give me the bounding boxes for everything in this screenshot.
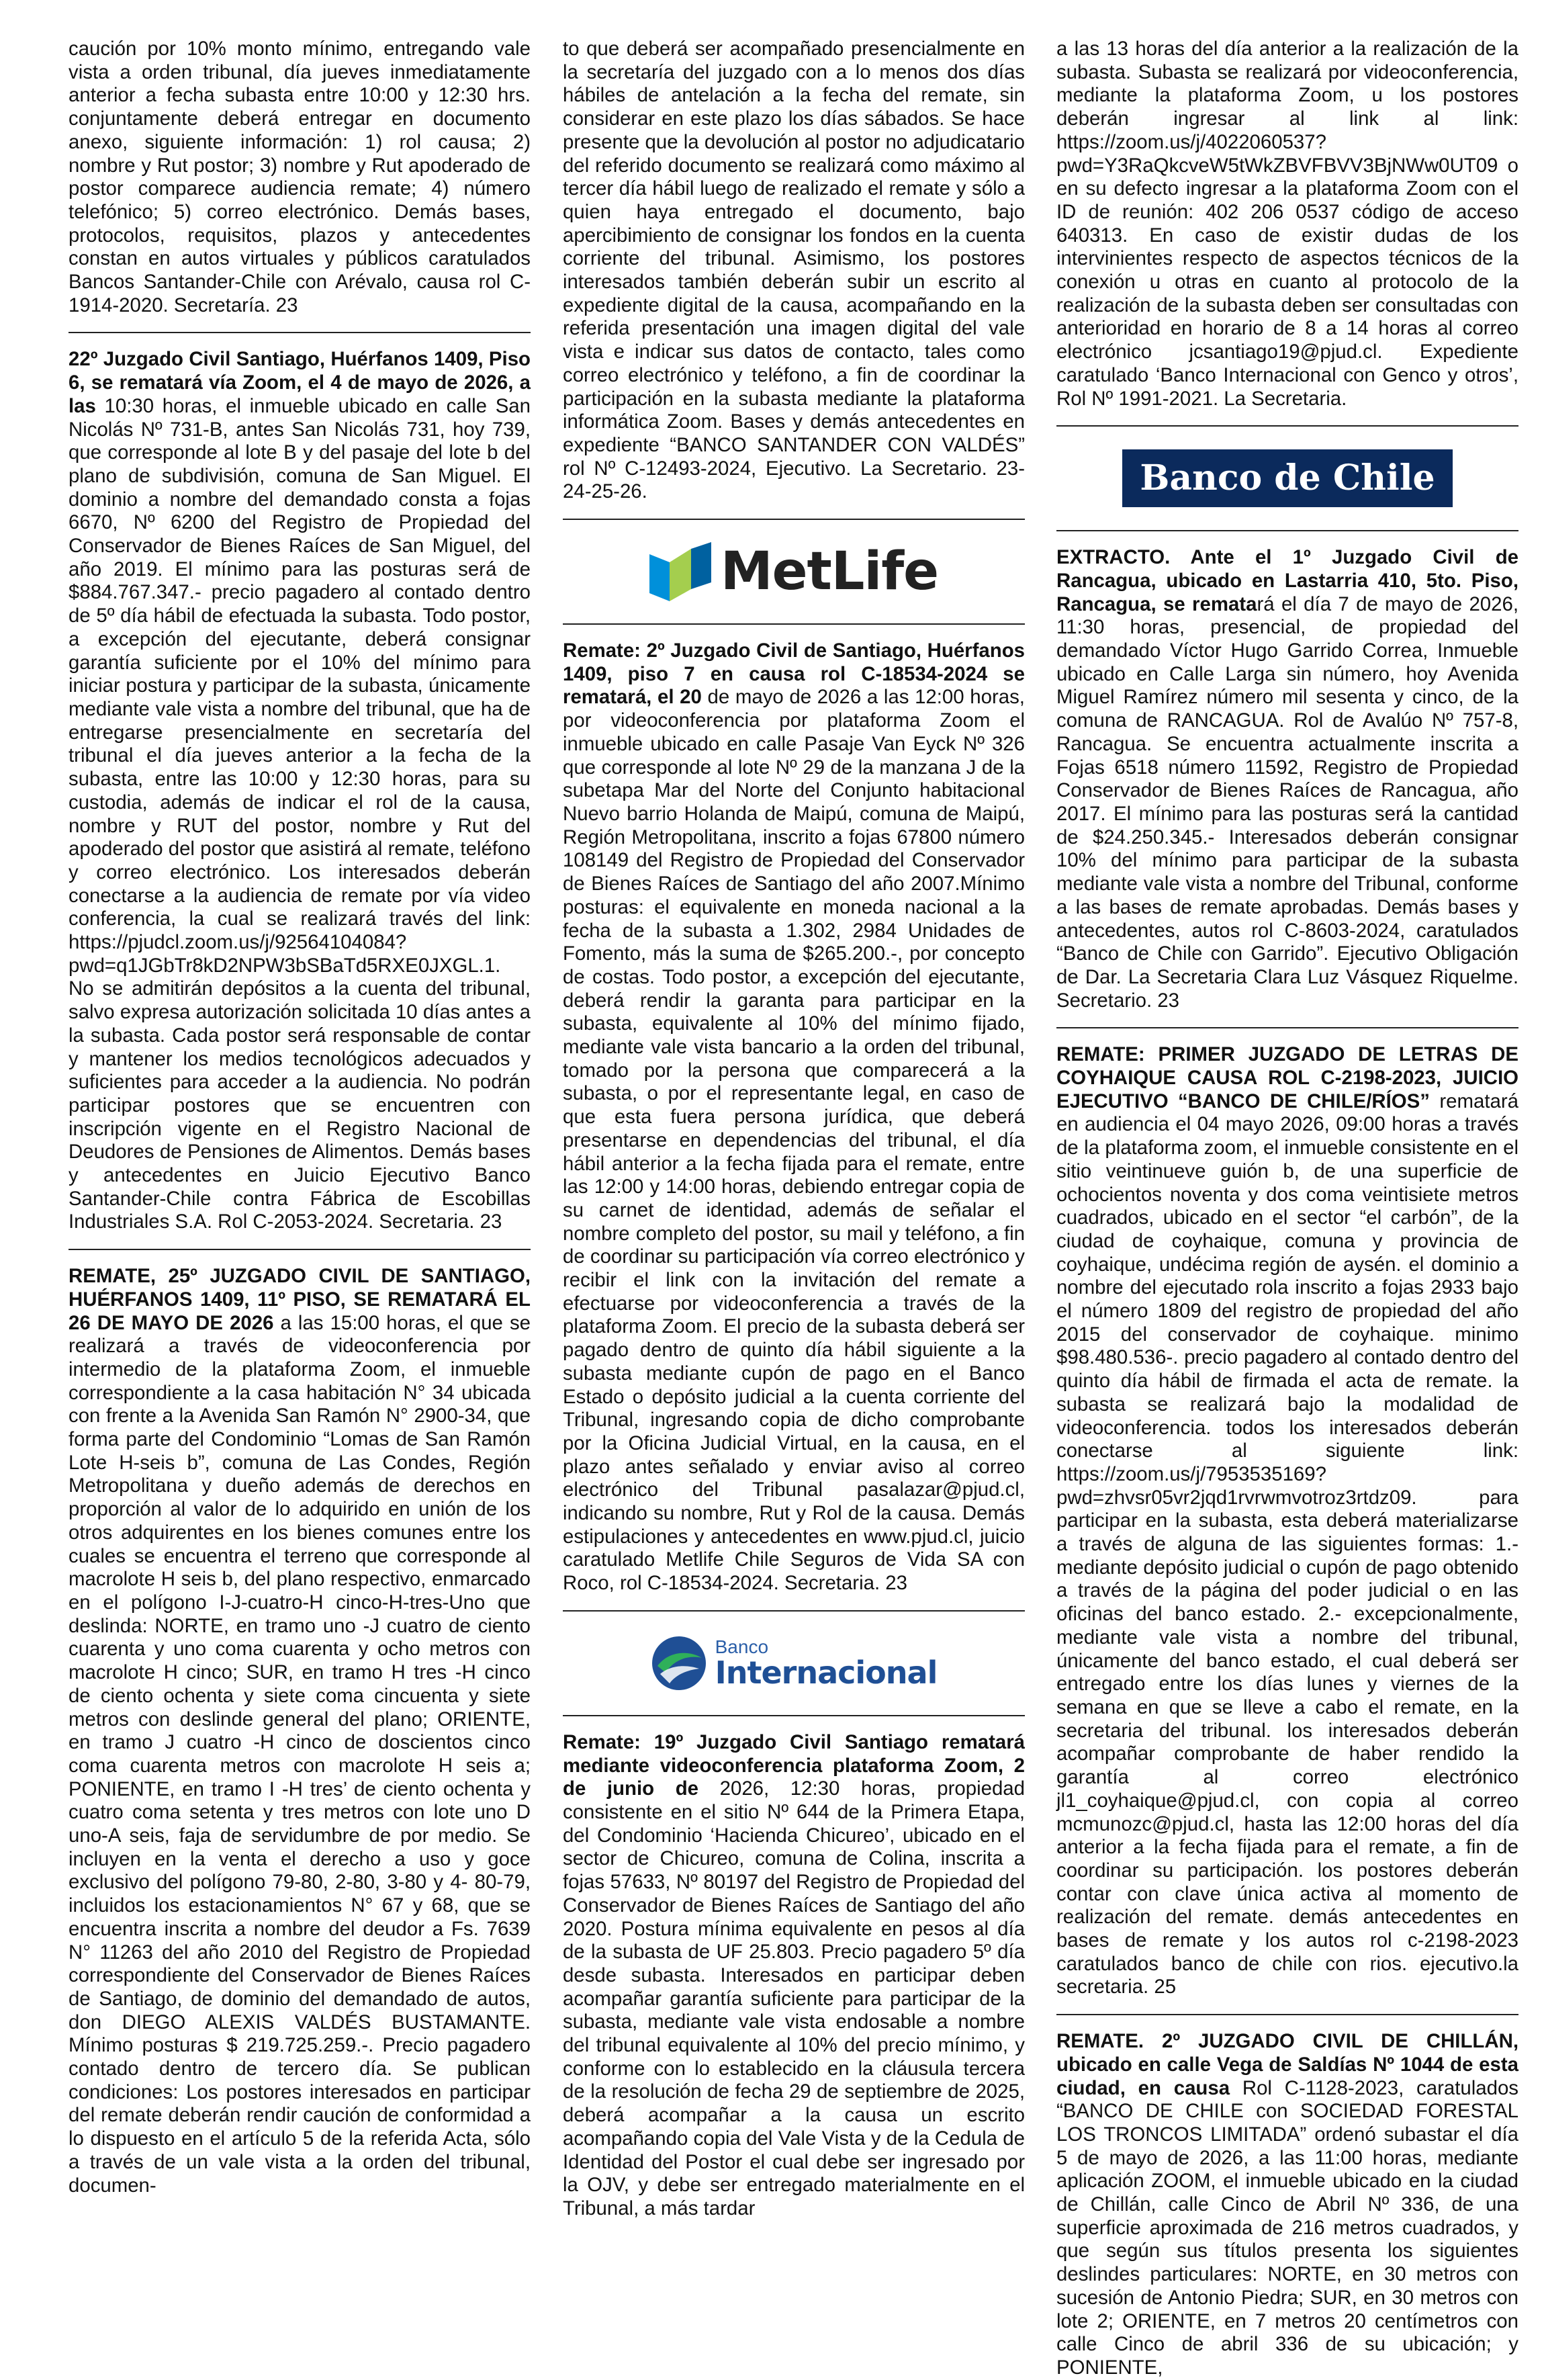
notice-rancagua [1056, 546, 1518, 1012]
notice-heading: Remate: 2º Juzgado Civil de Santiago, Huérfanos 1409, piso 7 en causa rol C-18534-2024 se rematará, el 20 [563, 640, 1025, 709]
notice-heading: REMATE. 2º JUZGADO CIVIL DE CHILLÁN, ubicado en calle Vega de Saldías Nº 1044 de esta ciudad, en causa [1056, 2030, 1518, 2099]
notice-22-juzgado [69, 348, 531, 1234]
notice-heading: EXTRACTO. Ante el 1º Juzgado Civil de Rancagua, ubicado en Lastarria 410, 5to. Piso, Rancagua, se remata [1056, 546, 1518, 615]
notice-body: rá el día 7 de mayo de 2026, 11:30 horas, presencial, de propiedad del demandado Víctor Hugo Garrido Correa, Inmueble ubicado en Calle Larga sin número, hoy Avenida Miguel Ramírez número mil sesenta y cinco, de la comuna de RANCAGUA. Rol de Avalúo Nº 757-8, Rancagua. Se encuentra actualmente inscrita a Fojas 6518 número 11592, Registro de Propiedad Conservador de Bienes Raíces de Rancagua, año 2017. El mínimo para las posturas será la cantidad de $24.250.345.- Interesados deberán consignar 10% del mínimo para participar de la subasta mediante vale vista a nombre del Tribunal, conforme a las bases de remate aprobadas. Demás bases y antecedentes, autos rol C-8603-2024, caratulados “Banco de Chile con Garrido”. Ejecutivo Obligación de Dar. La Secretaria Clara Luz Vásquez Riquelme. Secretario. 23 [1056, 592, 1518, 1012]
notice-body: Rol C-1128-2023, caratulados “BANCO DE CHILE con SOCIEDAD FORESTAL LOS TRONCOS LIMITADA” ordenó subastar el día 5 de mayo de 2026, a las 11:00 horas, mediante aplicación ZOOM, el inmueble ubicado en la ciudad de Chillán, calle Cinco de Abril Nº 336, de una superficie aproximada de 216 metros cuadrados, y que según sus títulos presenta los siguientes deslindes particulares: NORTE, en 30 metros con sucesión de Antonio Piedra; SUR, en 30 metros con lote 2; ORIENTE, en 7 metros 20 centímetros con calle Cinco de abril 336 de su ubicación; y PONIENTE, [1056, 2076, 1518, 2379]
notice-2-juzgado-metlife [563, 640, 1025, 1595]
metlife-mark-icon [649, 542, 711, 601]
banco-internacional-wordmark [715, 1638, 938, 1689]
divider [1056, 530, 1518, 531]
notice-body: 10:30 horas, el inmueble ubicado en calle San Nicolás Nº 731-B, antes San Nicolás 731, hoy 739, que corresponde al lote B y del pasaje del lote b del plano de subdivisión, comuna de San Miguel. El dominio a nombre del demandado consta a fojas 6670, Nº 6200 del Registro de Propiedad del Conservador de Bienes Raíces de San Miguel, del año 2019. El mínimo para las posturas será de $884.767.347.- precio pagadero al contado dentro de 5º día hábil de efectuada la subasta. Todo postor, a excepción del ejecutante, deberá consignar garantía suficiente por el 10% del mínimo para iniciar postura y participar de la subasta, únicamente mediante vale vista a nombre del tribunal, que ha de entregarse presencialmente en secretaría del tribunal el día jueves anterior a la fecha de la subasta, entre las 10:00 y 12:30 horas, para su custodia, además de indicar el rol de la causa, nombre y RUT del postor, nombre y Rut del apoderado del postor que asistirá al remate, teléfono y correo electrónico. Los interesados deberán conectarse a la audiencia de remate por vía video conferencia, la cual se realizará través del link: https://pjudcl.zoom.us/j/92564104084?pwd=q1JGbTr8kD2NPW3bSBaTd5RXE0JXGL.1. No se admitirán depósitos a la cuenta del tribunal, salvo expresa autorización solicitada 10 días antes a la subasta. Cada postor será responsable de contar y mantener los medios tecnológicos adecuados y suficientes para acceder a la audiencia. No podrán participar postores que se encuentren con inscripción vigente en el Registro Nacional de Deudores de Pensiones de Alimentos. Demás bases y antecedentes en Juicio Ejecutivo Banco Santander-Chile contra Fábrica de Escobillas Industriales S.A. Rol C-2053-2024. Secretaria. 23 [69, 394, 531, 1233]
notice-19-juzgado-tail: a las 13 horas del día anterior a la realización de la subasta. Subasta se realizará por videoconferencia, mediante la plataforma Zoom, u los postores deberán ingresar al link al link: https://zoom.us/j/4022060537?pwd=Y3RaQkcveW5tWkZBVFBVV3BjNWw0UT09 o en su defecto ingresar a la plataforma Zoom con el ID de reunión: 402 206 0537 código de acceso 640313. En caso de existir dudas de los intervinientes respecto de aspectos técnicos de la conexión u otras en cuanto al protocolo de la realización de la subasta deben ser consultadas con anterioridad en horario de 8 a 14 horas al correo electrónico jcsantiago19@pjud.cl. Expediente caratulado ‘Banco Internacional con Genco y otros’, Rol Nº 1991-2021. La Secretaria. [1056, 38, 1518, 410]
notice-heading: REMATE: PRIMER JUZGADO DE LETRAS DE COYHAIQUE CAUSA ROL C-2198-2023, JUICIO EJECUTIVO “BANCO DE CHILE/RÍOS” [1056, 1043, 1518, 1112]
divider [1056, 1027, 1518, 1028]
notice-coyhaique [1056, 1043, 1518, 1999]
divider [1056, 2014, 1518, 2015]
metlife-wordmark: MetLife [720, 541, 939, 602]
banco-de-chile-wordmark: Banco de Chile [1122, 449, 1452, 507]
divider [563, 623, 1025, 625]
banco-internacional-logo [563, 1626, 1025, 1700]
notice-body: a las 15:00 horas, el que se realizará a través de videoconferencia por intermedio de la plataforma Zoom, el inmueble correspondiente a la casa habitación N° 34 ubicada con frente a la Avenida San Ramón N° 2900-34, que forma parte del Condominio “Lomas de San Ramón Lote H-seis b”, comuna de Las Condes, Región Metropolitana y dueño además de derechos en proporción al valor de lo adquirido en unión de los otros adquirentes en los bienes comunes entre los cuales se encuentra el terreno que corresponde al macrolote H seis b, del plano respectivo, enmarcado en el polígono I-J-cuatro-H cinco-H-tres-Uno que deslinda: NORTE, en tramo uno -J cuatro de ciento cuarenta y uno coma cuarenta y ocho metros con macrolote H cinco; SUR, en tramo H tres -H cinco de ciento ochenta y siete coma cincuenta y siete metros con deslinde general del plano; ORIENTE, en tramo J cuatro -H cinco de doscientos cinco coma cuarenta metros con macrolote H seis a; PONIENTE, en tramo I -H tres’ de ciento ochenta y cuatro coma setenta y tres metros con lote uno D uno-A seis, faja de servidumbre de por medio. Se incluyen en la venta el derecho a uso y goce exclusivo del polígono 79-80, 2-80, 3-80 y 4- 80-79, incluidos los estacionamientos N° 67 y 68, que se encuentra inscrita a nombre del deudor a Fs. 7639 N° 11263 del año 2010 del Registro de Propiedad correspondiente del Conservador de Bienes Raíces de Santiago, de dominio del demandado de autos, don DIEGO ALEXIS VALDÉS BUSTAMANTE. Mínimo posturas $ 219.725.259.-. Precio pagadero contado dentro de tercero día. Se publican condiciones: Los postores interesados en participar del remate deberán rendir caución de conformidad a lo dispuesto en el artículo 5 de la referida Acta, sólo a través de un vale vista a la orden del tribunal, documen- [69, 1311, 531, 2197]
column-3 [1056, 38, 1518, 2379]
divider [1056, 425, 1518, 427]
notice-santander-valdes-tail: to que deberá ser acompañado presencialmente en la secretaría del juzgado con a lo menos dos días hábiles de antelación a la fecha del remate, sin considerar en este plazo los días sábados. Se hace presente que la devolución al postor no adjudicatario del referido documento se realizará como máximo al tercer día hábil luego de realizado el remate y sólo a quien haya entregado el documento, bajo apercibimiento de consignar los fondos en la cuenta corriente del tribunal. Asimismo, los postores interesados también deberán subir un escrito al expediente digital de la causa, acompañando en la referida presentación una imagen digital del vale vista e indicar sus datos de contacto, tales como correo electrónico y teléfono, a fin de coordinar la participación en la subasta mediante la plataforma informática Zoom. Bases y demás antecedentes en expediente “BANCO SANTANDER CON VALDÉS” rol Nº C-12493-2024, Ejecutivo. La Secretario. 23-24-25-26. [563, 38, 1025, 503]
divider [563, 519, 1025, 520]
divider [563, 1715, 1025, 1716]
divider [69, 332, 531, 333]
notice-25-juzgado [69, 1265, 531, 2197]
banco-de-chile-logo [1056, 441, 1518, 515]
column-1 [69, 38, 531, 2197]
column-2 [563, 38, 1025, 2219]
notice-body: rematará en audiencia el 04 mayo 2026, 09:00 horas a través de la plataforma zoom, el inmueble consistente en el sitio veintinueve guión b, de una superficie de ochocientos noventa y dos coma veintisiete metros cuadrados, ubicado en el sector “el carbón”, de la ciudad de coyhaique, comuna y provincia de coyhaique, undécima región de aysén. el dominio a nombre del ejecutado rola inscrito a fojas 2933 bajo el número 1809 del registro de propiedad del año 2015 del conservador de coyhaique. minimo $98.480.536-. precio pagadero al contado dentro del quinto día hábil de firmada el acta de remate. la subasta se realizará bajo la modalidad de videoconferencia. todos los interesados deberán conectarse al siguiente link: https://zoom.us/j/7953535169?pwd=zhvsr05vr2jqd1rvrwmvotroz3rtdz09. para participar en la subasta, esta deberá materializarse a través de alguna de las siguientes formas: 1.- mediante depósito judicial o cupón de pago obtenido a través de la página del poder judicial o en las oficinas del banco estado. 2.- excepcionalmente, mediante vale vista a nombre del tribunal, únicamente del banco estado, el cual deberá ser entregado entre los días lunes y viernes de la semana en que se lleve a cabo el remate, en la secretaria del tribunal. los interesados deberán acompañar comprobante de haber rendido la garantía al correo electrónico jl1_coyhaique@pjud.cl, con copia al correo mcmunozc@pjud.cl, hasta las 12:00 horas del día anterior a la fecha fijada para el remate, a fin de coordinar su participación. los postores deberán contar con clave única activa al momento de realización del remate. demás antecedentes en bases de remate y los autos rol c-2198-2023 caratulados banco de chile con rios. ejecutivo.la secretaria. 25 [1056, 1090, 1518, 1998]
notice-body: de mayo de 2026 a las 12:00 horas, por videoconferencia por plataforma Zoom el inmueble ubicado en calle Pasaje Van Eyck Nº 326 que corresponde al lote Nº 29 de la manzana J de la subetapa Mar del Norte del Conjunto habitacional Nuevo barrio Holanda de Maipú, comuna de Maipú, Región Metropolitana, inscrito a fojas 67800 número 108149 del Registro de Propiedad del Conservador de Bienes Raíces de Santiago del año 2007.Mínimo posturas: el equivalente en moneda nacional a la fecha de la subasta a 1.302, 2984 Unidades de Fomento, más la suma de $265.200.-, por concepto de costas. Todo postor, a excepción del ejecutante, deberá rendir la garanta para participar en la subasta, equivalente al 10% del mínimo fijado, mediante vale vista bancario a la orden del tribunal, tomado por la persona que comparecerá a la subasta, o por el representante legal, en caso de que esta fuera persona jurídica, que deberá presentarse en dependencias del tribunal, el día hábil anterior a la fecha fijada para el remate, entre las 12:00 y 14:00 horas, debiendo entregar copia de su carnet de identidad, además de señalar el nombre completo del postor, su mail y teléfono, a fin de coordinar su participación vía correo electrónico y recibir el link con la invitación del remate a efectuarse por videoconferencia a través de la plataforma Zoom. El precio de la subasta deberá ser pagado dentro de quinto día hábil siguiente a la subasta mediante cupón de pago en el Banco Estado o depósito judicial a la cuenta corriente del Tribunal, ingresando copia de dicho comprobante por la Oficina Judicial Virtual, en la causa, en el plazo antes señalado y enviar aviso al correo electrónico del Tribunal pasalazar@pjud.cl, indicando su nombre, Rut y Rol de la causa. Demás estipulaciones y antecedentes en www.pjud.cl, juicio caratulado Metlife Chile Seguros de Vida SA con Roco, rol C-18534-2024. Secretaria. 23 [563, 686, 1025, 1595]
metlife-logo [563, 535, 1025, 609]
notice-heading: REMATE, 25º JUZGADO CIVIL DE SANTIAGO, HUÉRFANOS 1409, 11º PISO, SE REMATARÁ EL 26 DE MAYO DE 2026 [69, 1265, 531, 1334]
notice-body: 2026, 12:30 horas, propiedad consistente en el sitio Nº 644 de la Primera Etapa, del Condominio ‘Hacienda Chicureo’, ubicado en el sector de Chicureo, comuna de Colina, inscrita a fojas 57633, Nº 80197 del Registro de Propiedad del Conservador de Bienes Raíces de Santiago del año 2020. Postura mínima equivalente en pesos al día de la subasta de UF 25.803. Precio pagadero 5º día desde subasta. Interesados en participar deben acompañar garantía suficiente para participar de la subasta, mediante vale vista endosable a nombre del tribunal equivalente al 10% del precio mínimo, y conforme con lo establecido en la cláusula tercera de la resolución de fecha 29 de septiembre de 2025, deberá acompañar a la causa un escrito acompañando copia del Vale Vista y de la Cedula de Identidad del Postor el cual debe ser ingresado por la OJV, y debe ser entregado materialmente en el Tribunal, a más tardar [563, 1777, 1025, 2219]
notice-chillan [1056, 2030, 1518, 2380]
notice-heading: 22º Juzgado Civil Santiago, Huérfanos 1409, Piso 6, se rematará vía Zoom, el 4 de mayo de 2026, a las [69, 348, 531, 417]
divider [563, 1610, 1025, 1612]
notice-1-tail: caución por 10% monto mínimo, entregando vale vista a orden tribunal, día jueves inmediatamente anterior a fecha subasta entre 10:00 y 12:30 hrs. conjuntamente deberá entregar en documento anexo, siguiente información: 1) rol causa; 2) nombre y Rut postor; 3) nombre y Rut apoderado de postor comparece audiencia remate; 4) número telefónico; 5) correo electrónico. Demás bases, protocolos, requisitos, plazos y antecedentes constan en autos virtuales y públicos caratulados Bancos Santander-Chile con Arévalo, causa rol C-1914-2020. Secretaría. 23 [69, 38, 531, 316]
notice-19-juzgado [563, 1731, 1025, 2221]
banco-internacional-mark-icon [651, 1635, 707, 1691]
divider [69, 1249, 531, 1250]
logo-big-text: Internacional [715, 1654, 938, 1691]
logo-small-text: Banco [715, 1636, 769, 1657]
notice-heading: Remate: 19º Juzgado Civil Santiago rematará mediante videoconferencia plataforma Zoom, 2 de junio de [563, 1730, 1025, 1800]
